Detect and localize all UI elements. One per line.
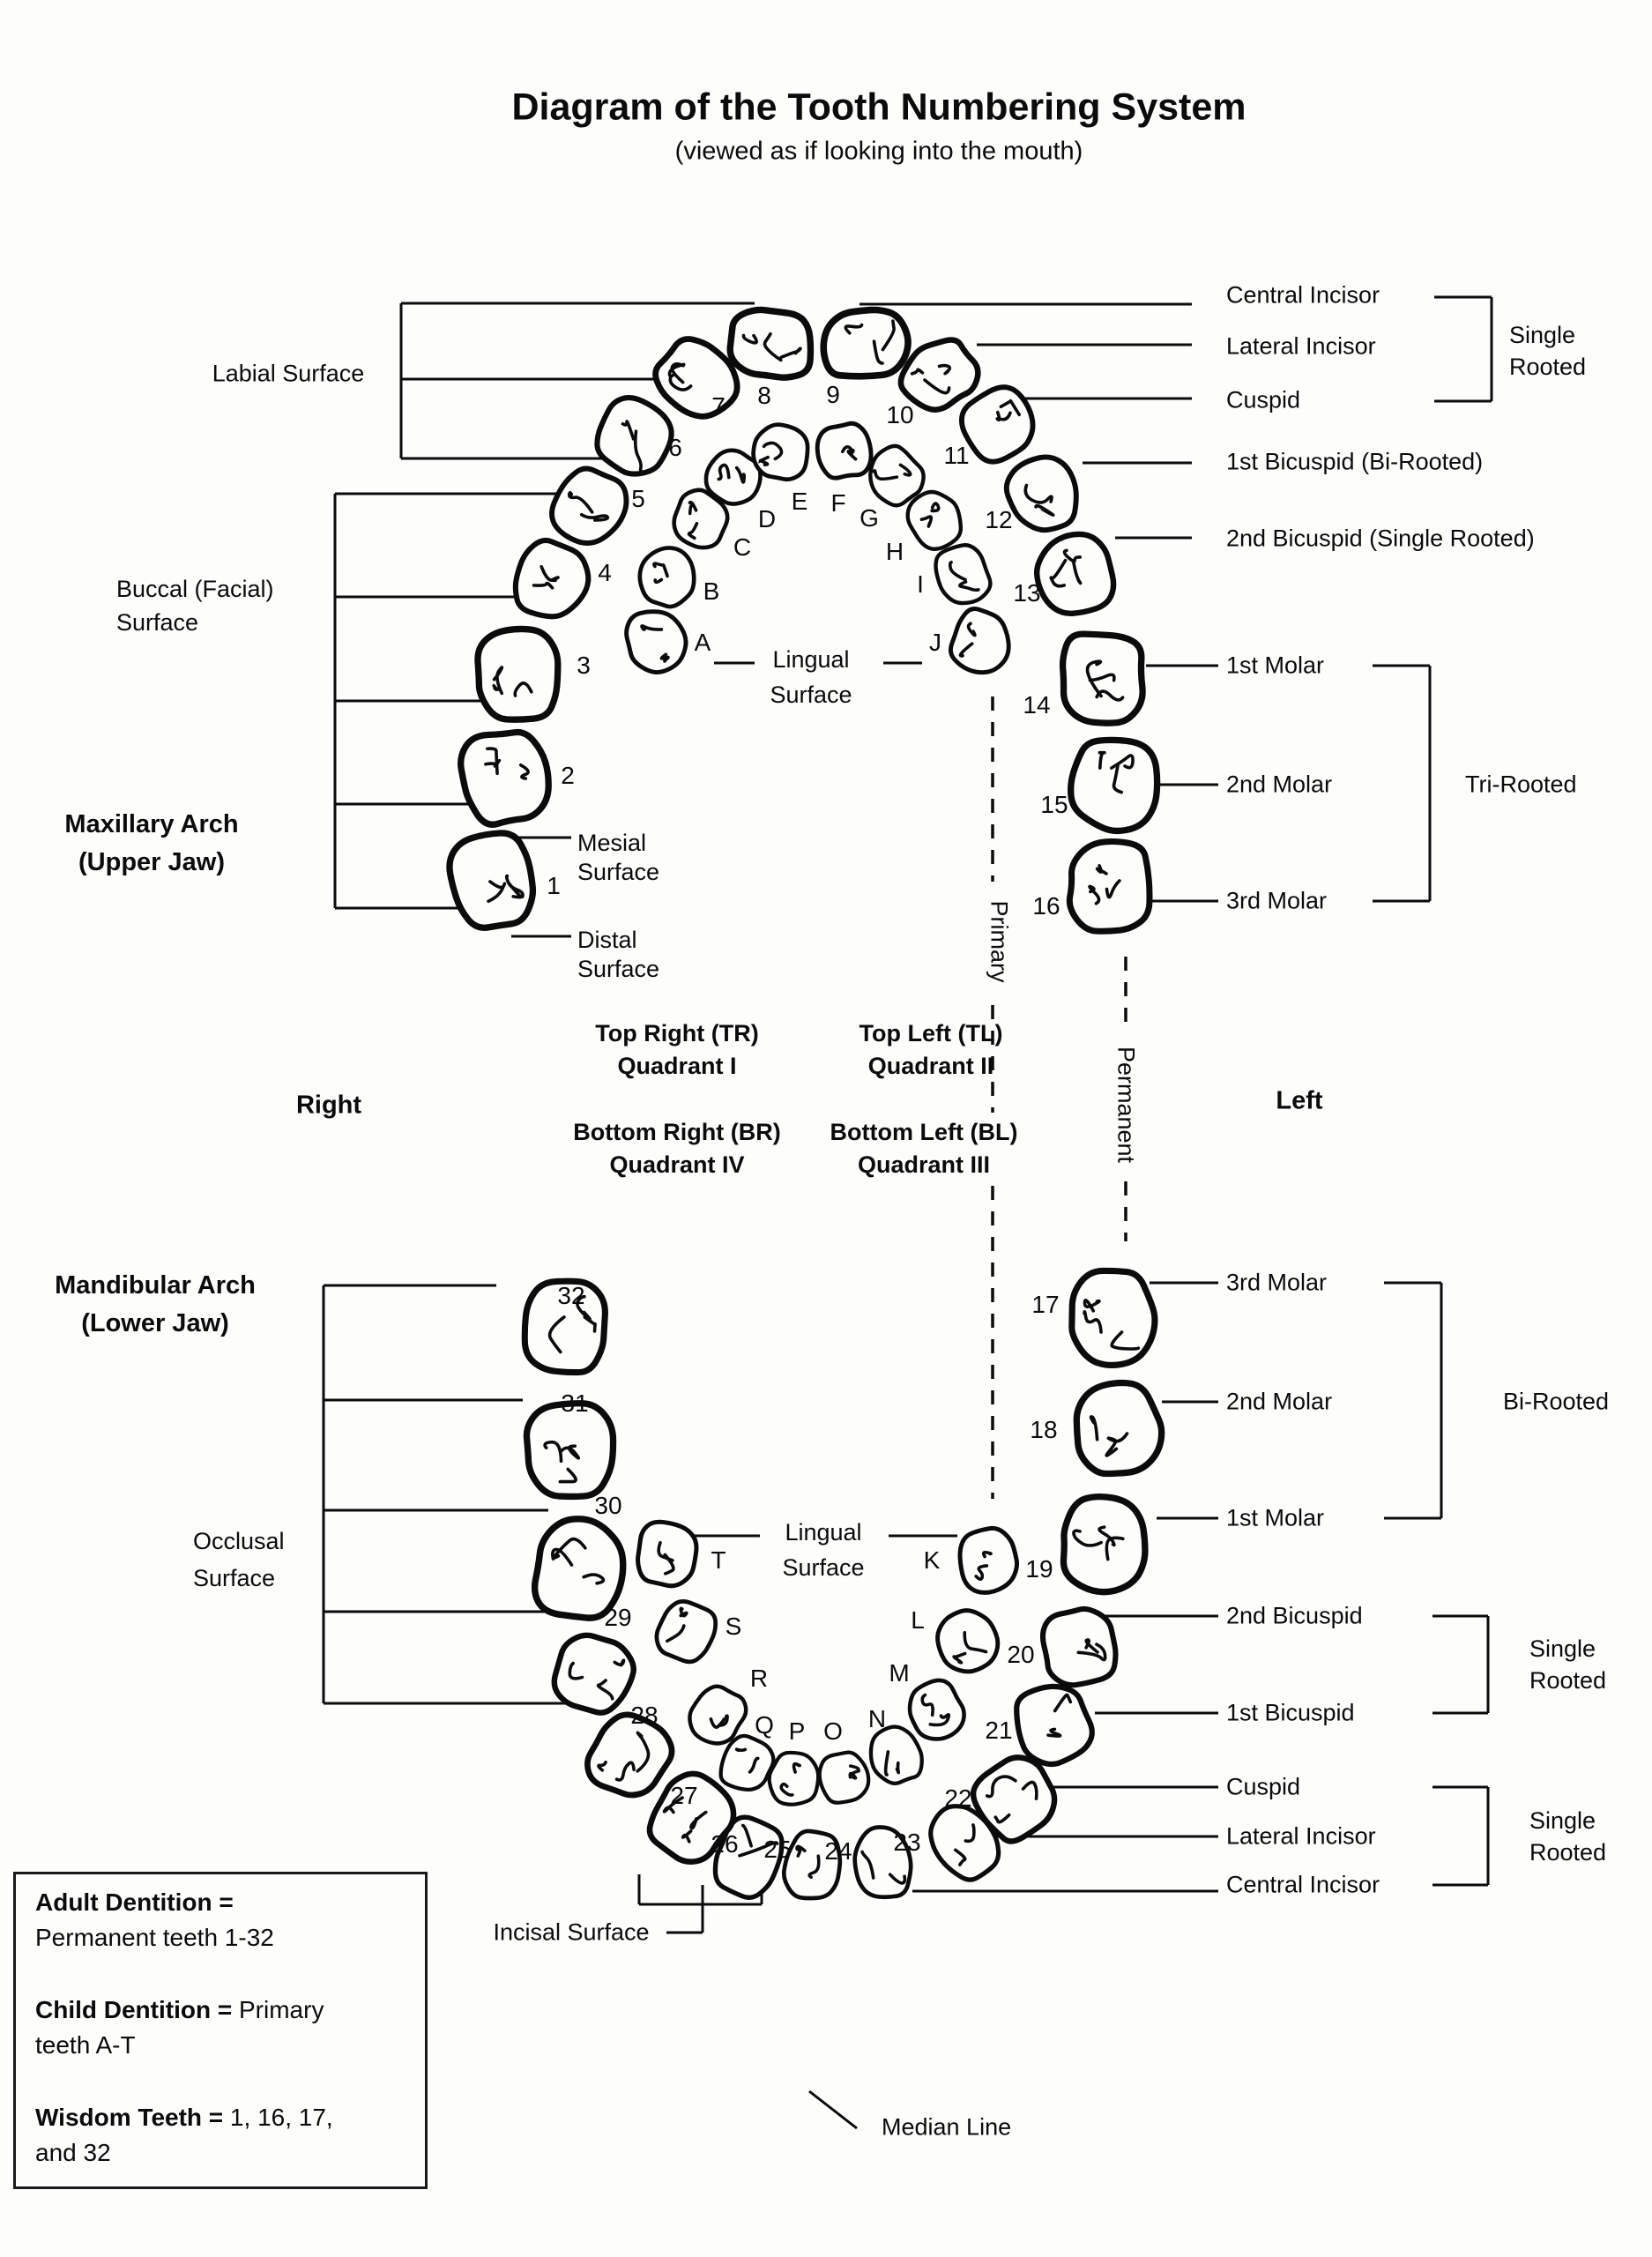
tooth-13-shape — [1030, 528, 1119, 620]
primary-label-J: J — [929, 629, 941, 656]
legend-child-def1: Primary — [232, 1996, 324, 2023]
tooth-outline — [458, 730, 552, 827]
tooth-3-shape — [478, 629, 558, 719]
quadrant-tr-line2: Quadrant I — [617, 1053, 737, 1079]
lower-first-molar-label: 1st Molar — [1226, 1504, 1325, 1531]
primary-label-C: C — [733, 533, 752, 561]
quadrant-tr-line1: Top Right (TR) — [595, 1020, 759, 1047]
tooth-17-shape — [1070, 1270, 1157, 1367]
page-title: Diagram of the Tooth Numbering System — [511, 86, 1246, 129]
primary-label-E: E — [791, 488, 808, 515]
tooth-1-shape — [445, 830, 537, 932]
legend-wisdom-def1: 1, 16, 17, — [223, 2104, 333, 2131]
tooth-16-shape — [1068, 838, 1154, 935]
bi-rooted-label: Bi-Rooted — [1503, 1388, 1610, 1415]
mesial-line2: Surface — [577, 859, 660, 885]
legend-wisdom — [35, 2100, 425, 2171]
primary-A-shape — [622, 605, 691, 677]
legend-adult — [35, 1885, 425, 1955]
primary-label-A: A — [694, 629, 711, 656]
upper-second-molar-label: 2nd Molar — [1226, 771, 1333, 798]
tooth-label-4: 4 — [598, 559, 612, 586]
primary-label-P: P — [788, 1717, 806, 1745]
upper-third-molar-label: 3rd Molar — [1226, 887, 1328, 914]
tooth-label-19: 19 — [1025, 1555, 1053, 1583]
distal-line1: Distal — [577, 927, 637, 953]
quadrant-bottom-left — [830, 1116, 1018, 1181]
distal-line2: Surface — [577, 956, 660, 982]
primary-I-shape — [931, 540, 993, 609]
quadrant-bottom-right — [573, 1116, 780, 1181]
lingual-surface-lower-label — [782, 1515, 864, 1585]
tooth-label-20: 20 — [1007, 1641, 1035, 1668]
occlusal-line2: Surface — [193, 1565, 276, 1591]
upper-central-incisor-label: Central Incisor — [1226, 281, 1380, 309]
tooth-label-8: 8 — [757, 382, 771, 409]
maxillary-arch-label — [64, 806, 238, 882]
quadrant-br-line2: Quadrant IV — [609, 1151, 745, 1178]
primary-outline — [817, 1750, 872, 1805]
maxillary-line1: Maxillary Arch — [64, 810, 239, 838]
primary-label-G: G — [859, 504, 879, 532]
quadrant-br-line1: Bottom Right (BR) — [573, 1119, 781, 1145]
primary-outline — [931, 540, 993, 609]
primary-K-shape — [954, 1524, 1022, 1598]
tooth-label-28: 28 — [630, 1702, 659, 1729]
lower-anterior-single-rooted-label: Single Rooted — [1529, 1807, 1607, 1866]
lingual-upper-line2: Surface — [770, 682, 852, 708]
lingual-lower-line1: Lingual — [785, 1519, 862, 1546]
incisal-surface-label: Incisal Surface — [493, 1918, 650, 1946]
tooth-14-shape — [1060, 630, 1146, 726]
primary-label-K: K — [923, 1546, 941, 1574]
tooth-label-23: 23 — [893, 1829, 921, 1856]
primary-label-H: H — [885, 538, 904, 565]
upper-first-molar-label: 1st Molar — [1226, 652, 1325, 679]
tooth-label-29: 29 — [604, 1604, 632, 1631]
mesial-surface-label — [577, 829, 659, 887]
primary-outline — [650, 1595, 722, 1669]
tooth-label-22: 22 — [944, 1784, 972, 1812]
lingual-upper-line1: Lingual — [772, 646, 850, 673]
tooth-label-31: 31 — [561, 1389, 589, 1417]
primary-J-shape — [947, 606, 1016, 678]
primary-outline — [947, 606, 1016, 678]
primary-label-L: L — [911, 1606, 925, 1634]
tooth-29-shape — [548, 1629, 639, 1718]
tooth-outline — [819, 305, 912, 383]
lower-cuspid-label: Cuspid — [1226, 1773, 1301, 1800]
primary-T-shape — [632, 1518, 702, 1590]
mandibular-line2: (Lower Jaw) — [81, 1309, 229, 1337]
tooth-outline — [1057, 1493, 1150, 1597]
primary-outline — [928, 1602, 1007, 1681]
primary-outline — [632, 1518, 702, 1590]
tooth-label-32: 32 — [557, 1282, 585, 1309]
legend-wisdom-term: Wisdom Teeth = — [35, 2104, 224, 2131]
tooth-label-17: 17 — [1031, 1291, 1060, 1318]
quadrant-top-left — [859, 1017, 1003, 1083]
primary-label-N: N — [867, 1705, 887, 1732]
lower-central-incisor-label: Central Incisor — [1226, 1871, 1380, 1898]
tooth-label-16: 16 — [1032, 892, 1060, 920]
tooth-18-shape — [1076, 1383, 1161, 1474]
tooth-label-26: 26 — [711, 1830, 739, 1858]
legend-child — [35, 1993, 425, 2063]
tooth-label-3: 3 — [577, 652, 591, 679]
lower-second-molar-label: 2nd Molar — [1226, 1388, 1333, 1415]
upper-first-bicuspid-label: 1st Bicuspid (Bi-Rooted) — [1226, 448, 1484, 475]
tooth-label-9: 9 — [826, 381, 840, 408]
tri-rooted-label: Tri-Rooted — [1465, 771, 1577, 798]
lower-bicuspid-single-rooted-label: Single Rooted — [1529, 1635, 1607, 1694]
tooth-label-13: 13 — [1013, 579, 1041, 607]
mandibular-arch-label — [55, 1267, 256, 1343]
upper-lateral-incisor-label: Lateral Incisor — [1226, 332, 1376, 360]
primary-label-R: R — [749, 1665, 769, 1692]
tooth-label-15: 15 — [1040, 791, 1068, 818]
tooth-label-25: 25 — [763, 1836, 792, 1863]
occlusal-surface-label — [193, 1523, 285, 1597]
tooth-outline — [478, 629, 558, 719]
lower-second-bicuspid-label: 2nd Bicuspid — [1226, 1602, 1363, 1629]
legend-wisdom-def2: and 32 — [35, 2139, 111, 2166]
tooth-label-12: 12 — [985, 506, 1013, 533]
tooth-15-shape — [1071, 740, 1157, 831]
lower-lateral-incisor-label: Lateral Incisor — [1226, 1822, 1376, 1850]
right-side-label: Right — [295, 1091, 362, 1120]
primary-label-M: M — [889, 1659, 910, 1687]
mesial-line1: Mesial — [577, 830, 647, 856]
primary-label-B: B — [703, 577, 720, 605]
tooth-4-shape — [509, 535, 596, 625]
primary-label-T: T — [711, 1546, 726, 1574]
primary-label-D: D — [757, 505, 777, 533]
upper-cuspid-label: Cuspid — [1226, 386, 1301, 413]
buccal-line1: Buccal (Facial) — [116, 576, 274, 602]
tooth-outline — [445, 830, 537, 932]
primary-outline — [954, 1524, 1022, 1598]
primary-O-shape — [817, 1750, 872, 1805]
tooth-outline — [548, 1629, 639, 1718]
primary-L-shape — [928, 1602, 1007, 1681]
legend-adult-def: Permanent teeth 1-32 — [35, 1924, 274, 1951]
leader-line — [809, 2091, 857, 2128]
lower-third-molar-label: 3rd Molar — [1226, 1269, 1328, 1296]
tooth-outline — [726, 306, 816, 382]
tooth-label-10: 10 — [886, 401, 914, 428]
dentition-legend-box — [13, 1872, 428, 2189]
tooth-8-shape — [726, 306, 816, 382]
legend-adult-term: Adult Dentition = — [35, 1888, 234, 1916]
distal-surface-label — [577, 926, 659, 984]
primary-label-Q: Q — [755, 1711, 774, 1739]
tooth-label-1: 1 — [547, 872, 561, 899]
labial-surface-label: Labial Surface — [212, 360, 365, 387]
tooth-label-24: 24 — [824, 1837, 852, 1865]
tooth-label-30: 30 — [594, 1492, 622, 1519]
quadrant-bl-line1: Bottom Left (BL) — [830, 1119, 1018, 1145]
primary-S-shape — [650, 1595, 722, 1669]
quadrant-bl-line2: Quadrant III — [857, 1151, 991, 1178]
tooth-2-shape — [458, 730, 552, 827]
upper-single-rooted-label: Single Rooted — [1509, 322, 1587, 380]
occlusal-line1: Occlusal — [193, 1528, 285, 1554]
tooth-label-21: 21 — [985, 1717, 1013, 1744]
buccal-line2: Surface — [116, 609, 199, 636]
tooth-19-shape — [1057, 1493, 1150, 1597]
tooth-outline — [1070, 1270, 1157, 1367]
primary-dentition-label: Primary — [986, 900, 1013, 983]
primary-label-I: I — [917, 570, 924, 598]
maxillary-line2: (Upper Jaw) — [78, 848, 225, 876]
lingual-surface-upper-label — [770, 642, 852, 712]
legend-child-def2: teeth A-T — [35, 2031, 136, 2059]
lower-first-bicuspid-label: 1st Bicuspid — [1226, 1699, 1355, 1726]
buccal-surface-label — [116, 572, 274, 639]
tooth-outline — [1076, 1383, 1161, 1474]
tooth-label-5: 5 — [631, 485, 645, 512]
left-side-label: Left — [1276, 1086, 1323, 1115]
tooth-label-11: 11 — [943, 442, 970, 469]
tooth-label-14: 14 — [1023, 691, 1051, 719]
primary-F-shape — [814, 421, 874, 480]
tooth-outline — [1030, 528, 1119, 620]
upper-second-bicuspid-label: 2nd Bicuspid (Single Rooted) — [1226, 525, 1535, 552]
primary-B-shape — [633, 541, 701, 611]
quadrant-tl-line1: Top Left (TL) — [859, 1020, 1003, 1047]
median-line-label: Median Line — [882, 2113, 1012, 2141]
primary-label-S: S — [725, 1613, 742, 1640]
tooth-label-6: 6 — [668, 434, 682, 461]
quadrant-tl-line2: Quadrant II — [867, 1053, 994, 1079]
lingual-lower-line2: Surface — [782, 1554, 865, 1581]
tooth-9-shape — [819, 305, 912, 383]
tooth-outline — [1068, 838, 1154, 935]
tooth-label-7: 7 — [711, 392, 726, 420]
primary-label-F: F — [830, 489, 846, 517]
tooth-label-18: 18 — [1030, 1416, 1058, 1443]
tooth-label-27: 27 — [670, 1782, 698, 1809]
primary-outline — [622, 605, 691, 677]
permanent-dentition-label: Permanent — [1112, 1046, 1140, 1164]
page-subtitle: (viewed as if looking into the mouth) — [674, 137, 1083, 166]
tooth-label-2: 2 — [561, 762, 575, 789]
quadrant-top-right — [595, 1017, 758, 1083]
legend-child-term: Child Dentition = — [35, 1996, 233, 2023]
mandibular-line1: Mandibular Arch — [55, 1271, 256, 1300]
primary-label-O: O — [823, 1717, 843, 1745]
tooth-5-shape — [544, 461, 635, 554]
